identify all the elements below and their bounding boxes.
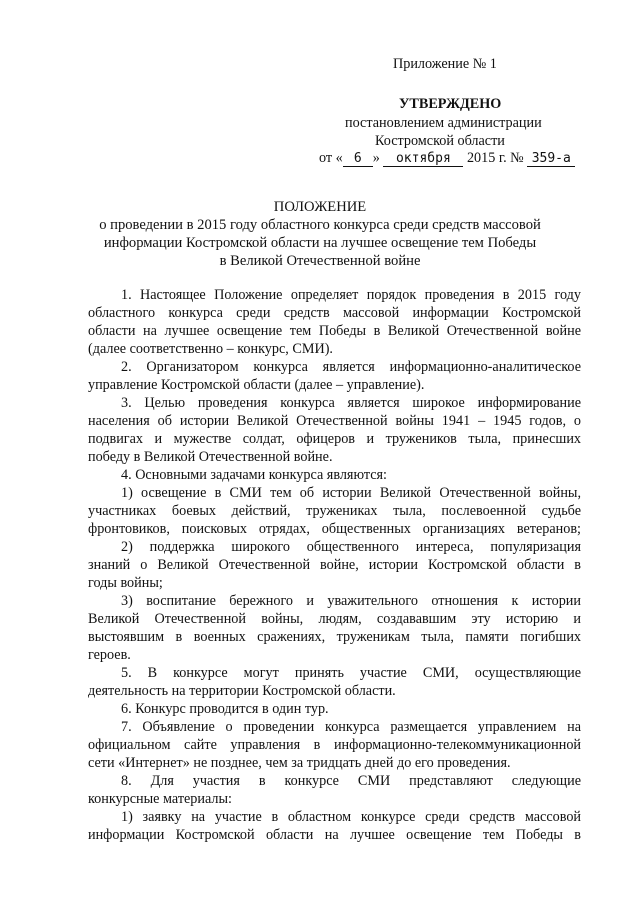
- body-line: участниках боевых действий, тружениках тыла, послевоенной судьбе: [88, 503, 581, 519]
- body-line: 1) заявку на участие в областном конкурсе среди средств массовой: [121, 809, 581, 825]
- body-line: области на лучшее освещение тем Победы в Великой Отечественной войне: [88, 323, 581, 339]
- decree-date-line: [319, 149, 575, 167]
- body-line: 5. В конкурсе могут принять участие СМИ, осуществляющие: [121, 665, 581, 681]
- document-title: ПОЛОЖЕНИЕ: [273, 199, 367, 215]
- body-line: деятельность на территории Костромской области.: [88, 683, 396, 699]
- body-line: информации Костромской области на лучшее освещение тем Победы в: [88, 827, 581, 843]
- body-line: 6. Конкурс проводится в один тур.: [121, 701, 329, 717]
- subtitle-line2: информации Костромской области на лучшее освещение тем Победы: [103, 235, 537, 251]
- body-line: конкурсные материалы:: [88, 791, 232, 807]
- approved-stamp: УТВЕРЖДЕНО: [399, 96, 502, 112]
- decree-number: 359-а: [527, 152, 575, 167]
- body-line: 1. Настоящее Положение определяет порядок проведения в 2015 году: [121, 287, 581, 303]
- body-line: управление Костромской области (далее – управление).: [88, 377, 425, 393]
- body-line: 3) воспитание бережного и уважительного отношения к истории: [121, 593, 581, 609]
- body-line: (далее соответственно – конкурс, СМИ).: [88, 341, 333, 357]
- body-line: выстоявшим в военных сражениях, труженикам тыла, памяти погибших: [88, 629, 581, 645]
- body-line: героев.: [88, 647, 131, 663]
- date-prefix: от «: [319, 150, 343, 166]
- body-line: официальном сайте управления в информационно-телекоммуникационной: [88, 737, 581, 753]
- body-line: 3. Целью проведения конкурса является широкое информирование: [121, 395, 581, 411]
- body-line: победу в Великой Отечественной войне.: [88, 449, 333, 465]
- appendix-label: Приложение № 1: [393, 56, 497, 72]
- date-year: 2015 г. №: [466, 150, 524, 166]
- body-line: фронтовиков, поисковых отрядах, общественных организациях ветеранов;: [88, 521, 581, 537]
- body-line: населения об истории Великой Отечественной войны 1941 – 1945 годов, о: [88, 413, 581, 429]
- body-line: 2) поддержка широкого общественного интереса, популяризация: [121, 539, 581, 555]
- date-close: »: [372, 150, 380, 166]
- body-line: 8. Для участия в конкурсе СМИ представляют следующие: [121, 773, 581, 789]
- date-day: 6: [343, 152, 373, 167]
- body-line: Великой Отечественной войны, людям, создававшим эту историю и: [88, 611, 581, 627]
- approved-by-line1: постановлением администрации: [345, 115, 542, 131]
- body-line: 1) освещение в СМИ тем об истории Великой Отечественной войны,: [121, 485, 581, 501]
- body-line: подвигах и мужестве солдат, офицеров и тружеников тыла, принесших: [88, 431, 581, 447]
- date-month: октября: [383, 152, 463, 167]
- body-line: 4. Основными задачами конкурса являются:: [121, 467, 388, 483]
- body-line: сети «Интернет» не позднее, чем за тридцать дней до его проведения.: [88, 755, 511, 771]
- body-line: 2. Организатором конкурса является информационно-аналитическое: [121, 359, 581, 375]
- body-line: областного конкурса среди средств массовой информации Костромской: [88, 305, 581, 321]
- body-line: 7. Объявление о проведении конкурса размещается управлением на: [121, 719, 581, 735]
- subtitle-line3: в Великой Отечественной войне: [219, 253, 421, 269]
- body-line: годы войны;: [88, 575, 163, 591]
- approved-by-line2: Костромской области: [375, 133, 505, 149]
- subtitle-line1: о проведении в 2015 году областного конкурса среди средств массовой: [99, 217, 541, 233]
- body-line: знаний о Великой Отечественной войне, истории Костромской области в: [88, 557, 581, 573]
